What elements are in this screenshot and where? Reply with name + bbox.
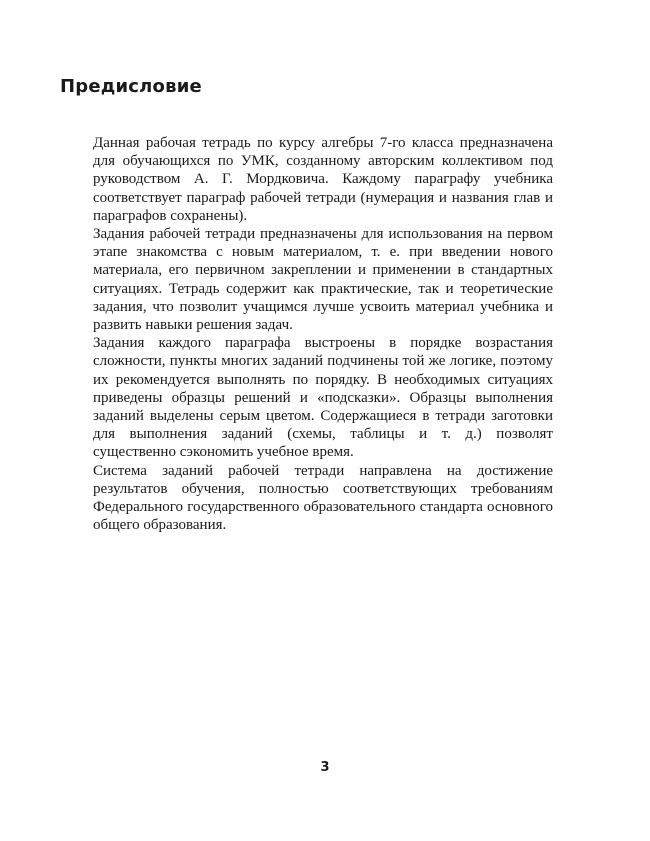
paragraph-1: Данная рабочая тетрадь по курсу алгебры 7-го класса предназначена для обучающихся по УМК, созданному авторским коллективом под руководством А. Г. Мордковича. Каждому параграфу учебника соответствует параграф рабочей тетради (нумерация и названия глав и параграфов сохранены). bbox=[93, 135, 553, 224]
page-heading: Предисловие bbox=[60, 76, 202, 97]
page-number: 3 bbox=[320, 760, 330, 775]
paragraph-2: Задания рабочей тетради предназначены для использования на первом этапе знакомства с новым материалом, т. е. при введении нового материала, его первичном закреплении и применении в стандартных ситуациях. Тетрадь содержит как практические, так и теоретические задания, что позволит учащимся лучше усвоить материал учебника и развить навыки решения задач. bbox=[93, 226, 553, 334]
paragraph-4: Система заданий рабочей тетради направлена на достижение результатов обучения, полностью соответствующих требованиям Федерального государственного образовательного стандарта основного общего образования. bbox=[93, 462, 553, 534]
paragraph-3: Задания каждого параграфа выстроены в порядке возрастания сложности, пункты многих заданий подчинены той же логике, поэтому их рекомендуется выполнять по порядку. В необходимых ситуациях приведены образцы решений и «подсказки». Образцы выполнения заданий выделены серым цветом. Содержащиеся в тетради заготовки для выполнения заданий (схемы, таблицы и т. д.) позволят существенно сэкономить учебное время. bbox=[93, 335, 553, 461]
preface-body bbox=[93, 134, 553, 534]
